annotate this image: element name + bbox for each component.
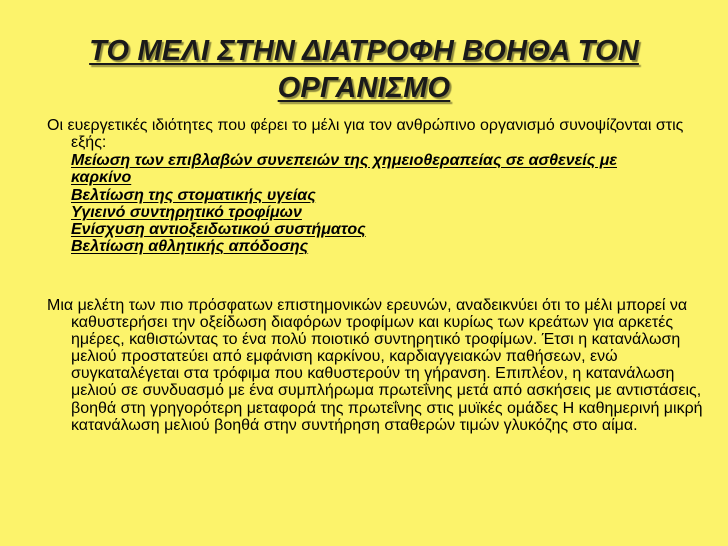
benefit-item: Υγιεινό συντηρητικό τροφίμων bbox=[71, 203, 302, 221]
benefit-item: Ενίσχυση αντιοξειδωτικού συστήματος bbox=[71, 221, 366, 239]
benefit-item: Βελτίωση της στοματικής υγείας bbox=[71, 186, 316, 204]
benefit-item: Βελτίωση αθλητικής απόδοσης bbox=[71, 238, 309, 256]
intro-paragraph: Οι ευεργετικές ιδιότητες που φέρει το μέλι για τον ανθρώπινο οργανισμό συνοψίζονται στις εξής: bbox=[47, 117, 684, 151]
benefit-item: Μείωση των επιβλαβών συνεπειών της χημειοθεραπείας σε ασθενείς με καρκίνο bbox=[71, 152, 618, 187]
benefits-list bbox=[71, 152, 671, 256]
study-paragraph: Μια μελέτη των πιο πρόσφατων επιστημονικών ερευνών, αναδεικνύει ότι το μέλι μπορεί να καθυστερήσει την οξείδωση διαφόρων τροφίμων και κυρίως των κρεάτων για αρκετές ημέρες, καθιστώντας το ένα πολύ ποιοτικό συντηρητικό τροφίμων. Έτσι η κατανάλωση μελιού προστατεύει από εμφάνιση καρκίνου, καρδιαγγειακών παθήσεων, ενώ συγκαταλέγεται στα τρόφιμα που καθυστερούν τη γήρανση. Επιπλέον, η κατανάλωση μελιού σε συνδυασμό με ένα συμπλήρωμα πρωτεΐνης μετά από ασκήσεις με αντιστάσεις, βοηθά στη γρηγορότερη μεταφορά της πρωτεΐνης στις μυϊκές ομάδες Η καθημερινή μικρή κατανάλωση μελιού βοηθά στην συντήρηση σταθερών τιμών γλυκόζης στο αίμα. bbox=[47, 297, 703, 434]
slide-title: ΤΟ ΜΕΛΙ ΣΤΗΝ ΔΙΑΤΡΟΦΗ ΒΟΗΘΑ ΤΟΝ ΟΡΓΑΝΙΣΜΟ bbox=[89, 35, 639, 104]
